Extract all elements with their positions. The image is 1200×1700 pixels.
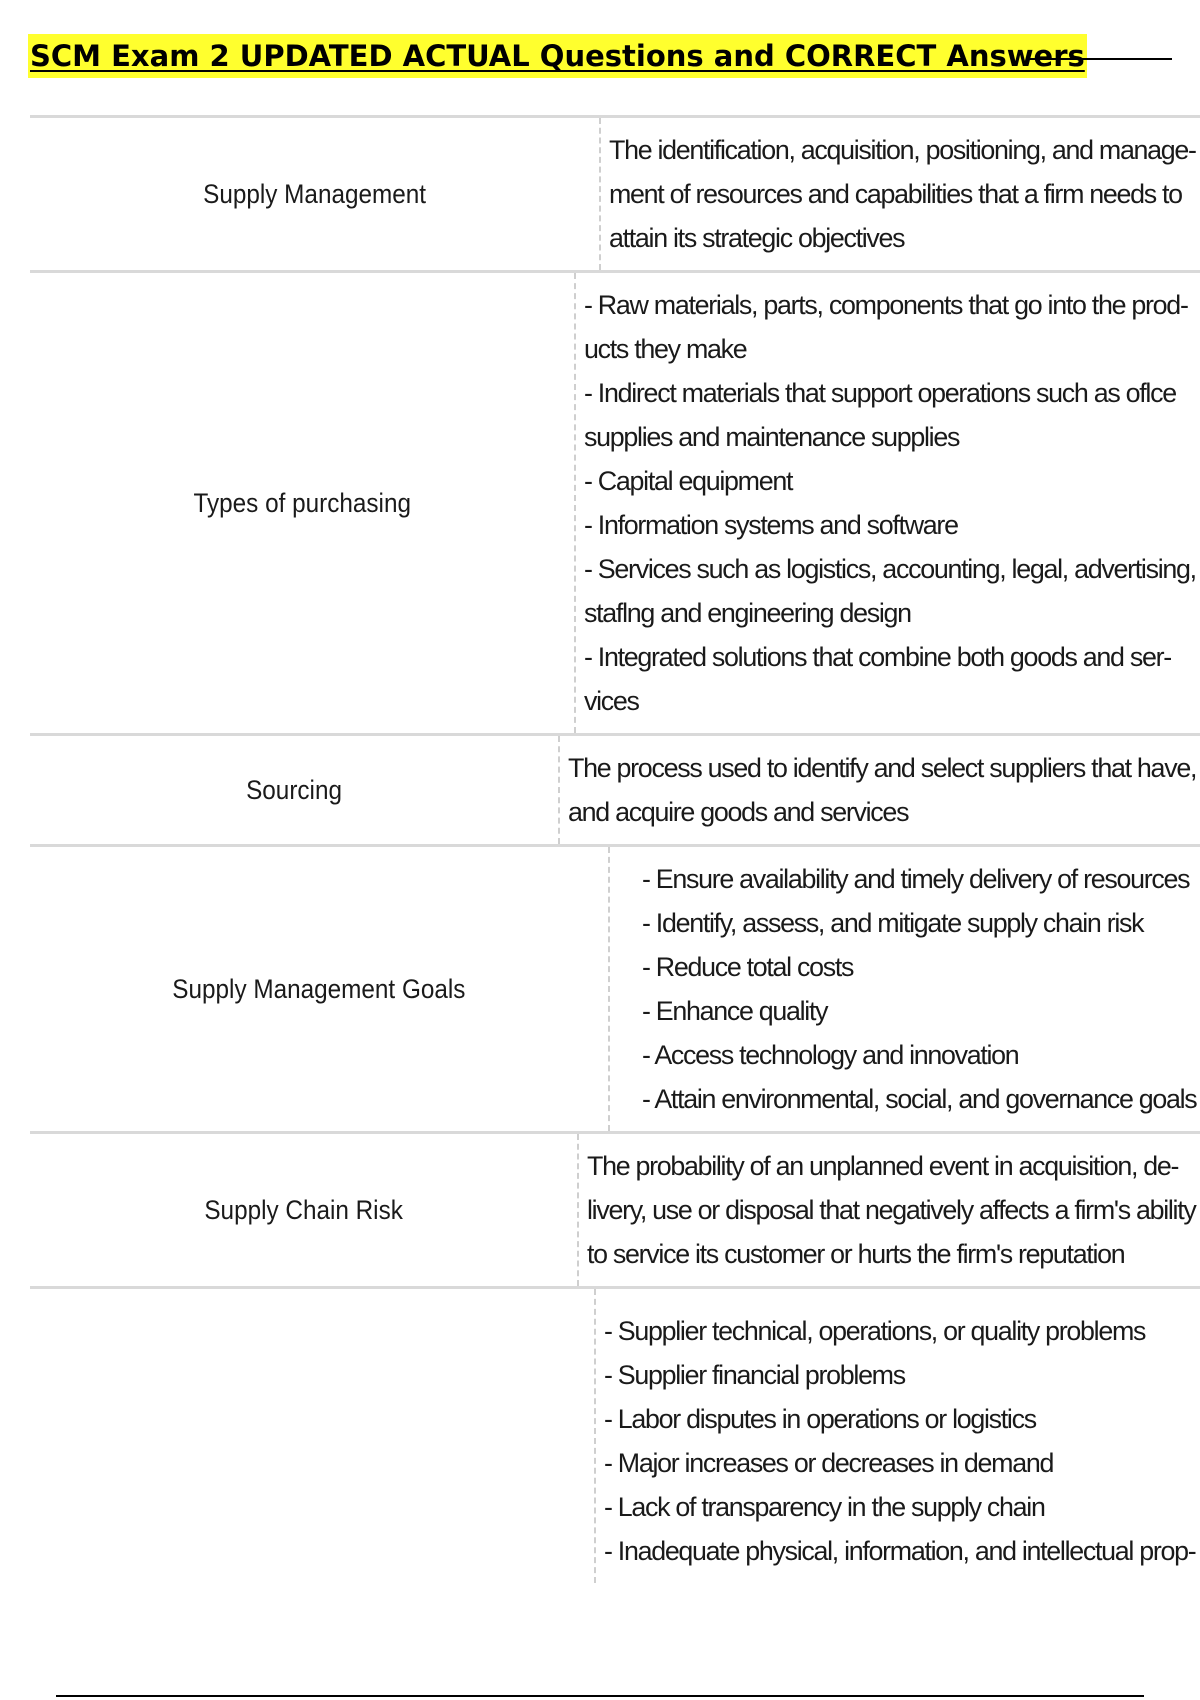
title-rule	[1028, 58, 1172, 60]
definition-cell	[577, 1134, 1200, 1286]
term-cell	[57, 1134, 550, 1286]
term-label: Supply Management	[203, 178, 427, 209]
definition-cell	[558, 736, 1200, 844]
term-cell	[58, 118, 570, 270]
definition-line: - Ensure availability and timely delivery of resources	[641, 864, 1189, 894]
term-cell	[56, 736, 531, 844]
definition-line: - Labor disputes in operations or logistics	[604, 1404, 1037, 1434]
definition-line: - Reduce total costs	[641, 952, 853, 982]
definition-line: ucts they make	[584, 334, 747, 364]
definition-line: The identification, acquisition, positioning, and manage-	[609, 135, 1196, 165]
term-cell	[57, 273, 547, 733]
qa-row	[30, 118, 1200, 273]
definition-line: - Major increases or decreases in demand	[604, 1448, 1054, 1478]
definition-cell	[608, 847, 1200, 1131]
definition-line: The process used to identify and select suppliers that have,	[568, 753, 1197, 783]
definition-line: - Identify, assess, and mitigate supply chain risk	[641, 908, 1143, 938]
document-title: SCM Exam 2 UPDATED ACTUAL Questions and CORRECT Answers	[28, 34, 1087, 78]
definition-line: - Supplier technical, operations, or quality problems	[604, 1316, 1146, 1346]
term-label: Supply Chain Risk	[204, 1194, 403, 1225]
term-cell	[59, 847, 579, 1131]
qa-row	[30, 273, 1200, 736]
definition-line: supplies and maintenance supplies	[584, 422, 960, 452]
definition-line: - Access technology and innovation	[641, 1040, 1019, 1070]
footer-rule	[56, 1695, 1144, 1697]
qa-row	[30, 847, 1200, 1134]
definition-line: - Indirect materials that support operations such as oflce	[584, 378, 1177, 408]
definition-line: - Inadequate physical, information, and intellectual prop-	[604, 1536, 1196, 1566]
qa-row	[30, 1134, 1200, 1289]
definition-line: vices	[584, 686, 640, 716]
definition-line: - Integrated solutions that combine both goods and ser-	[584, 642, 1172, 672]
qa-table	[30, 115, 1200, 1583]
definition-cell	[574, 273, 1200, 733]
title-row	[28, 34, 1140, 78]
qa-row	[30, 736, 1200, 847]
definition-line: and acquire goods and services	[568, 797, 909, 827]
term-label: Sourcing	[246, 774, 342, 805]
definition-line: The probability of an unplanned event in acquisition, de-	[587, 1151, 1179, 1181]
definition-line: - Information systems and software	[584, 510, 959, 540]
definition-line: attain its strategic objectives	[609, 223, 905, 253]
definition-line: - Enhance quality	[641, 996, 827, 1026]
term-cell	[58, 1289, 566, 1583]
definition-line: ment of resources and capabilities that a firm needs to	[609, 179, 1182, 209]
definition-line: to service its customer or hurts the firm's reputation	[587, 1239, 1125, 1269]
definition-line: - Services such as logistics, accounting, legal, advertising,	[584, 554, 1197, 584]
definition-line: - Lack of transparency in the supply chain	[604, 1492, 1046, 1522]
definition-line: - Attain environmental, social, and governance goals	[641, 1084, 1197, 1114]
qa-row	[30, 1289, 1200, 1583]
definition-line: - Supplier financial problems	[604, 1360, 906, 1390]
definition-cell	[599, 118, 1200, 270]
definition-line: - Capital equipment	[584, 466, 793, 496]
definition-line: - Raw materials, parts, components that go into the prod-	[584, 290, 1189, 320]
definition-cell	[594, 1289, 1200, 1583]
definition-line: staflng and engineering design	[584, 598, 912, 628]
term-label: Types of purchasing	[193, 487, 411, 518]
definition-line: livery, use or disposal that negatively affects a firm's ability	[587, 1195, 1196, 1225]
term-label: Supply Management Goals	[172, 973, 466, 1004]
